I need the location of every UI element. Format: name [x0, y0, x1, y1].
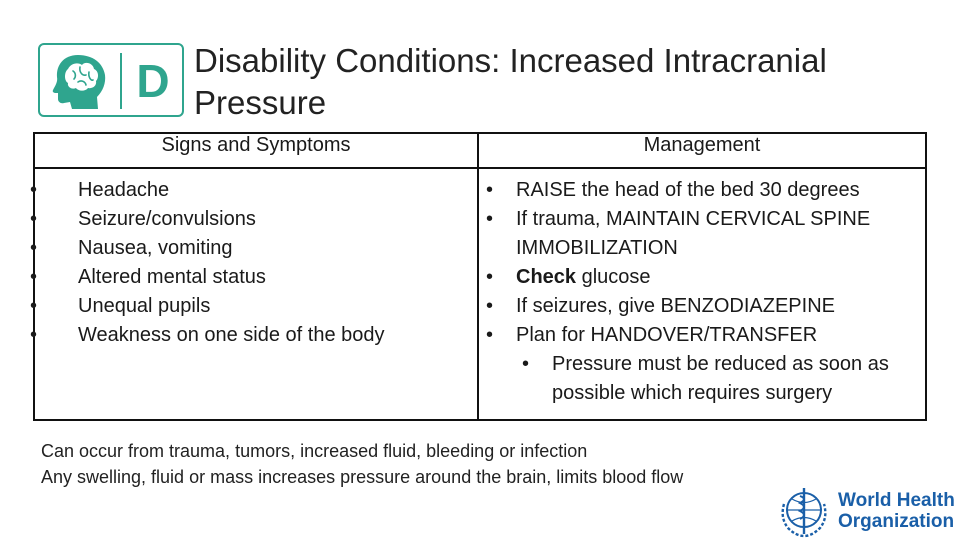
signs-list	[36, 170, 476, 350]
sign-item: • Weakness on one side of the body	[36, 321, 476, 350]
notes	[41, 438, 683, 490]
who-logo	[776, 484, 955, 540]
signs-cell	[34, 168, 478, 420]
logo-letter: D	[136, 55, 170, 107]
management-item: • Plan for HANDOVER/TRANSFER	[480, 321, 924, 350]
sign-item: • Nausea, vomiting	[36, 234, 476, 263]
management-cell	[478, 168, 926, 420]
management-list	[480, 170, 924, 408]
management-item: • If seizures, give BENZODIAZEPINE	[480, 292, 924, 321]
who-wordmark	[838, 490, 955, 532]
note-line: Can occur from trauma, tumors, increased fluid, bleeding or infection	[41, 441, 588, 461]
sign-item: • Unequal pupils	[36, 292, 476, 321]
management-item: • If trauma, MAINTAIN CERVICAL SPINE IMMOBILIZATION	[480, 205, 924, 263]
disability-logo	[38, 43, 184, 117]
header-management: Management	[478, 133, 926, 168]
table-body-row	[34, 168, 926, 420]
who-line1: World Health	[838, 490, 955, 511]
header-signs-symptoms: Signs and Symptoms	[34, 133, 478, 168]
management-item: • RAISE the head of the bed 30 degrees	[480, 176, 924, 205]
note-line: Any swelling, fluid or mass increases pressure around the brain, limits blood flow	[41, 467, 684, 487]
sign-item: • Seizure/convulsions	[36, 205, 476, 234]
logo-divider	[120, 53, 122, 109]
sign-item: • Altered mental status	[36, 263, 476, 292]
management-item	[480, 263, 924, 292]
management-item-rest: glucose	[576, 266, 651, 288]
sign-item: • Headache	[36, 176, 476, 205]
management-item-bold: Check	[516, 266, 577, 288]
brain-head-icon	[48, 51, 108, 111]
management-subitem: • Pressure must be reduced as soon as possible which requires surgery	[480, 350, 924, 408]
who-line2: Organization	[838, 511, 955, 532]
conditions-table	[33, 132, 927, 421]
table-header-row	[34, 133, 926, 168]
who-emblem-icon	[776, 484, 832, 540]
page-title: Disability Conditions: Increased Intracranial Pressure	[194, 42, 827, 121]
